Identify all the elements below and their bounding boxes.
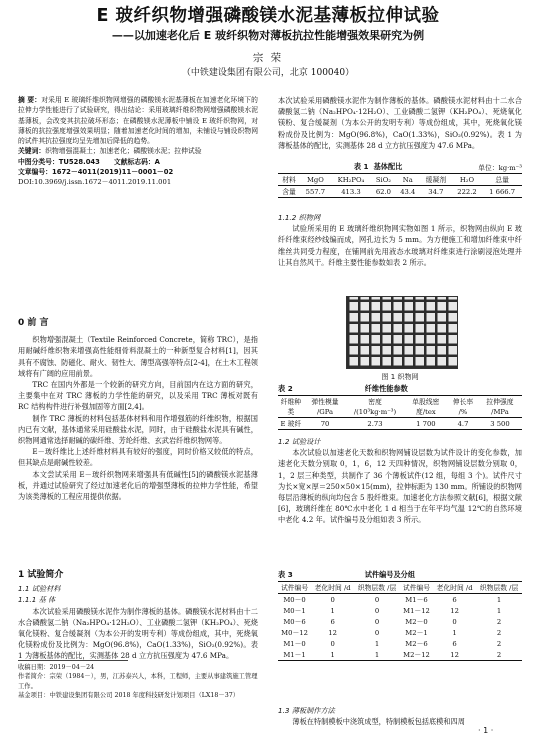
table-header: 老化时间 /d	[314, 583, 351, 592]
document-code: 文献标志码：A	[113, 157, 160, 166]
table-cell: 0	[374, 595, 380, 604]
table-cell: 2	[496, 628, 502, 637]
section-introduction	[18, 318, 258, 502]
table-cell: 含量	[282, 187, 296, 196]
paragraph: E－玻纤维比上述纤维材料具有较好的强度，同时价格又较低的特点，但其缺点是耐碱性较差。	[18, 447, 258, 468]
table-cell: 1	[374, 639, 380, 648]
table-cell: 70	[320, 419, 330, 428]
paragraph: 本次试验采用磷酸镁水泥作为制作薄板的基体。磷酸镁水泥材料由十二水合磷酸氢二钠（Na₂HPO₄·12H₂O）、工业磷酸二氢钾（KH₂PO₄）、死烧氧化镁粉、复合缓凝剂（为本公开的发明专利）等成份组成，其中，死烧氧化镁粉成份及比例为：MgO(96.8%)，CaO(1.33%)，SiO₂(0.92%)。表 1 为薄板基体的配比，实测基体 28 d 立方抗压强度为 47.6 MPa。	[278, 96, 522, 150]
table-header: H₂O	[459, 175, 475, 184]
table-cell: 6	[330, 617, 335, 626]
subsection-heading: 1.1 试验材料	[18, 584, 61, 594]
abstract-block	[18, 95, 258, 188]
table-cell: M0－0	[283, 595, 306, 604]
table-1	[278, 162, 522, 198]
table-cell: 3 500	[490, 419, 510, 428]
clc-number: 中图分类号：TU528.043	[18, 157, 100, 166]
table-header: Na	[402, 175, 413, 184]
footnote-rule	[18, 660, 128, 661]
table-cell: 0	[452, 617, 457, 626]
table-cell: E 玻纤	[280, 419, 302, 428]
table-cell: 12	[328, 628, 337, 637]
table-cell: 12	[450, 650, 459, 659]
table-row	[278, 594, 522, 606]
table-row	[278, 627, 522, 638]
table-row	[278, 616, 522, 627]
table-cell: 1 700	[416, 419, 436, 428]
table-header: 拉伸强度 /MPa	[486, 397, 514, 416]
table-cell: 1	[374, 650, 380, 659]
table-title: 纤维性能参数	[364, 384, 408, 393]
table-cell: 0	[374, 617, 380, 626]
table-cell: 0	[330, 639, 335, 648]
table-header: SiO₂	[375, 175, 391, 184]
subsubsection-heading: 1.1.1 基 体	[18, 595, 56, 605]
table-cell: 413.3	[341, 187, 361, 196]
keywords-label: 关键词：	[18, 147, 46, 156]
paragraph: TRC 在国内外都是一个较新的研究方向，目前国内在这方面的研究，主要集中在对 TRC 薄板的力学性能的研究，以及采用 TRC 薄板对既有 RC 结构构件进行补强加固等方面[2,4]。	[18, 380, 258, 412]
table-header: 弹性模量 /GPa	[311, 397, 339, 416]
table-header: 织物层数 /层	[479, 583, 519, 592]
keywords: 织物增强混凝土；加速老化；磷酸镁水泥；拉伸试验	[45, 147, 202, 156]
table-cell: 12	[450, 606, 459, 615]
table-cell: M1－1	[283, 650, 306, 659]
table-cell: M0－1	[283, 606, 306, 615]
paragraph: 本次试验以加速老化天数和织物网铺设层数为试件设计的变化参数，加速老化天数分别取 0，1，6，12 天四种情况，织物网铺设层数分别取 0，1，2 层三种类型，共制作了 36 个薄板试件(12 组，每组 3 个)。试件尺寸为长×宽×厚＝250×50×15(mm)，拉伸标距为 130 mm。所铺设的织物网每层沿薄板的纵向均包含 5 股纤维束。加速老化方法参照文献[6]，根据文献[6]，玻璃纤维在 80℃水中老化 1 d 相当于在年平均气温 12℃的自然环境中老化 4.2 年。试件编号及分组如表 3 所示。	[278, 448, 522, 525]
author-bio: 作者简介：宗荣（1984－），男，江苏泰兴人，本科，工程师，主要从事建筑施工管理工作。	[18, 673, 258, 690]
abstract-label: 摘 要：	[18, 96, 42, 104]
table-3	[278, 570, 522, 661]
table-title: 试件编号及分组	[364, 570, 416, 579]
paragraph: 本次试验采用磷酸镁水泥作为制作薄板的基体。磷酸镁水泥材料由十二水合磷酸氢二钠（Na₂HPO₄·12H₂O）、工业磷酸二氢钾（KH₂PO₄）、死烧氧化镁粉、复合缓凝剂（为本公开的发明专利）等成份组成，其中，死烧氧化镁粉成份及比例为：MgO(96.8%)，CaO(1.33%)，SiO₂(0.92%)。表 1 为薄板基体的配比，实测基体 28 d 立方抗压强度为 47.6 MPa。	[18, 606, 258, 661]
table-caption: 表 2	[278, 384, 293, 393]
table-header: 试件编号	[402, 583, 431, 592]
paragraph: 织物增强混凝土（Textile Reinforced Concrete，简称 TRC），是指用耐碱纤维织物来增强高性能细骨料混凝土的一种新型复合材料[1]，因其具有不腐蚀、防磁化、耐火、韧性大、薄型高强等特点[2-4]，在土木工程领域将有广阔的应用前景。	[18, 335, 258, 378]
table-header: 试件编号	[280, 583, 309, 592]
fund-info: 基金项目：中铁建设集团有限公司 2018 年度科技研发计划项目（LX18－37）	[18, 692, 240, 700]
table-caption: 表 3	[278, 570, 293, 579]
table-cell: 2	[496, 639, 502, 648]
table-cell: 62.0	[375, 187, 391, 196]
table-cell: M2－0	[405, 617, 428, 626]
table-cell: 0	[374, 628, 380, 637]
table-cell: 2	[496, 650, 502, 659]
paragraph: 试验所采用的 E 玻璃纤维织物网实物如图 1 所示，织物网由纵向 E 玻纤纤维束经纱线编而成，网孔边长为 5 mm。为方便施工和增加纤维束中纤维丝共同受力程度，在铺网前先用液态水玻璃对纤维束进行涂刷浸泡处理并让其自然风干。纤维主要性能参数如表 2 所示。	[278, 224, 522, 267]
table1-grid	[278, 173, 522, 198]
abstract-text: 对采用 E 玻璃纤维织物网增强的磷酸镁水泥基薄板在加速老化环境下的拉伸力学性能进行了试验研究，得出结论：采用玻璃纤维织物网增强磷酸镁水泥基薄板，会改变其抗拉破坏形态；在磷酸镁水泥薄板中铺设 E 玻纤织物网，对薄板的抗拉强度增强效果明显；随着加速老化时间的增加，未铺设与铺设织物网的试件其抗拉强度均呈先增加后降低的趋势。	[18, 96, 258, 146]
table-cell: 0	[330, 595, 335, 604]
table-row	[278, 649, 522, 661]
page-number: · 1 ·	[478, 726, 494, 735]
table-row	[278, 605, 522, 616]
table-header: 缓凝剂	[425, 175, 447, 184]
article-number: 文章编号：1672－4011(2019)11－0001－02	[18, 168, 174, 177]
table-cell: 6	[452, 639, 457, 648]
table-cell: 2	[496, 617, 502, 626]
doi: DOI:10.3969/j.issn.1672－4011.2019.11.001	[18, 178, 172, 187]
table-header: 老化时间 /d	[436, 583, 473, 592]
table-unit: 单位：kg·m⁻³	[478, 164, 522, 172]
paragraph: 薄板在特制模板中浇筑成型，特制模板包括底模和四周	[292, 717, 465, 727]
table-header: 总量	[495, 175, 509, 184]
paragraph: 制作 TRC 薄板的材料包括基体材料和用作增强筋的纤维织物，根据国内已有文献，基体通常采用硅酸盐水泥，同时，由于硅酸盐水泥具有碱性，织物网通常选择耐碱的碳纤维、芳纶纤维、玄武岩纤维织物网等。	[18, 413, 258, 446]
table3-body	[278, 594, 522, 661]
table-row	[278, 638, 522, 649]
matrix-continued	[278, 95, 522, 160]
table-cell: M1－6	[405, 595, 428, 604]
paragraph: 本文尝试采用 E－玻纤织物网来增强具有低碱性[5]的磷酸镁水泥基薄板，并通过试验研究了经过加速老化后的增强型薄板的拉伸力学性能，希望为该类薄板的工程应用提供依据。	[18, 469, 258, 502]
subsection-heading: 1.3 薄板制作方法	[278, 706, 335, 715]
table-cell: 222.2	[457, 187, 477, 196]
table-cell: 6	[452, 595, 457, 604]
table-cell: 1	[496, 595, 502, 604]
table-cell: 1 666.7	[489, 187, 516, 196]
footnote-block	[18, 660, 258, 701]
section-heading: 0 前 言	[18, 318, 49, 328]
table-cell: M1－12	[403, 606, 430, 615]
table-cell: M1－0	[283, 639, 306, 648]
table3-grid	[278, 581, 522, 661]
table-caption: 表 1	[353, 162, 369, 171]
table-header: 伸长率 /%	[452, 397, 474, 416]
table-2	[278, 384, 522, 430]
affiliation: （中铁建设集团有限公司，北京 100040）	[181, 68, 355, 78]
table-cell: 1	[330, 650, 335, 659]
table-header: 材料	[282, 175, 296, 184]
figure-caption: 图 1 织物网	[381, 373, 419, 381]
figure-1-mesh-photo	[346, 296, 458, 369]
table-cell: 1	[330, 606, 335, 615]
table-cell: 557.7	[305, 187, 326, 196]
table-title: 基体配比	[373, 162, 403, 171]
section-test-design	[278, 436, 522, 526]
section-textile-mesh	[278, 212, 522, 268]
table2-grid	[278, 395, 522, 430]
table-cell: 0	[374, 606, 380, 615]
table-header: 密度 /(10³kg·m⁻³)	[353, 397, 397, 416]
table-cell: 1	[496, 606, 502, 615]
table-header: MgO	[306, 175, 324, 184]
table-header: KH₂PO₄	[337, 175, 365, 184]
table-header: 纤维种类	[280, 397, 302, 416]
table-cell: 43.4	[400, 187, 416, 196]
paper-title: E 玻纤织物增强磷酸镁水泥基薄板拉伸试验	[96, 6, 440, 26]
table-cell: 4.7	[457, 419, 469, 428]
table-cell: M2－1	[405, 628, 428, 637]
subsubsection-heading: 1.1.2 织物网	[278, 213, 321, 222]
table-cell: M2－12	[403, 650, 430, 659]
table-header: 单股线密度/tex	[412, 397, 440, 416]
author: 宗 荣	[252, 52, 284, 64]
mesh-image	[346, 296, 458, 369]
table-cell: 34.7	[428, 187, 444, 196]
section-heading: 1 试验简介	[18, 570, 64, 580]
table-cell: 1	[452, 628, 457, 637]
section-test-intro	[18, 570, 258, 661]
section-fabrication	[278, 705, 522, 727]
subsection-heading: 1.2 试验设计	[278, 437, 321, 446]
table-cell: M0－12	[281, 628, 308, 637]
received-date: 收稿日期：2019－04－24	[18, 663, 95, 671]
table-cell: 2.73	[367, 419, 383, 428]
paper-subtitle: ——以加速老化后 E 玻纤织物对薄板抗拉性能增强效果研究为例	[111, 29, 425, 42]
table-header: 织物层数 /层	[357, 583, 397, 592]
table-cell: M0－6	[283, 617, 306, 626]
table-cell: M2－6	[405, 639, 428, 648]
